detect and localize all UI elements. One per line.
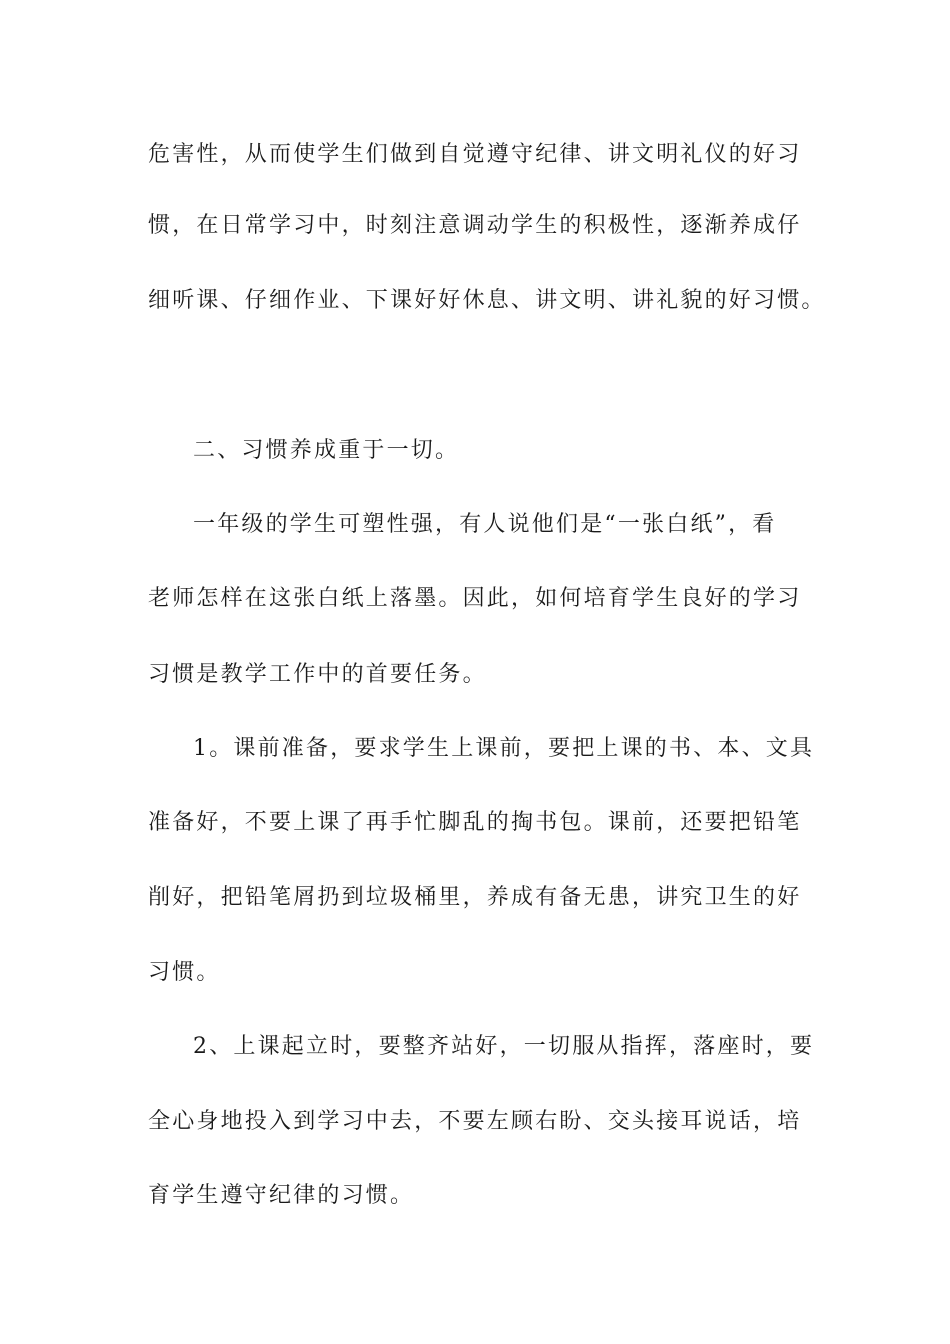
paragraph-2-line-1: 一年级的学生可塑性强，有人说他们是“一张白纸”，看: [193, 512, 777, 537]
paragraph-1-line-3: 细听课、仔细作业、下课好好休息、讲文明、讲礼貌的好习惯。: [148, 288, 826, 313]
item-1-line-2: 准备好，不要上课了再手忙脚乱的掏书包。课前，还要把铅笔: [148, 810, 802, 835]
paragraph-1-line-2: 惯，在日常学习中，时刻注意调动学生的积极性，逐渐养成仔: [148, 213, 802, 238]
item-1-line-4: 习惯。: [148, 960, 221, 985]
item-1-line-3: 削好，把铅笔屑扔到垃圾桶里，养成有备无患，讲究卫生的好: [148, 885, 802, 910]
item-2-line-3: 育学生遵守纪律的习惯。: [148, 1183, 415, 1208]
paragraph-2-line-2: 老师怎样在这张白纸上落墨。因此，如何培育学生良好的学习: [148, 586, 802, 611]
paragraph-1-line-1: 危害性，从而使学生们做到自觉遵守纪律、讲文明礼仪的好习: [148, 142, 802, 167]
section-heading: 二、习惯养成重于一切。: [193, 438, 460, 463]
item-2-line-2: 全心身地投入到学习中去，不要左顾右盼、交头接耳说话，培: [148, 1109, 802, 1134]
paragraph-2-line-3: 习惯是教学工作中的首要任务。: [148, 662, 487, 687]
item-1-line-1: 1。课前准备，要求学生上课前，要把上课的书、本、文具: [193, 736, 815, 761]
item-2-line-1: 2、上课起立时，要整齐站好，一切服从指挥，落座时，要: [193, 1034, 815, 1059]
